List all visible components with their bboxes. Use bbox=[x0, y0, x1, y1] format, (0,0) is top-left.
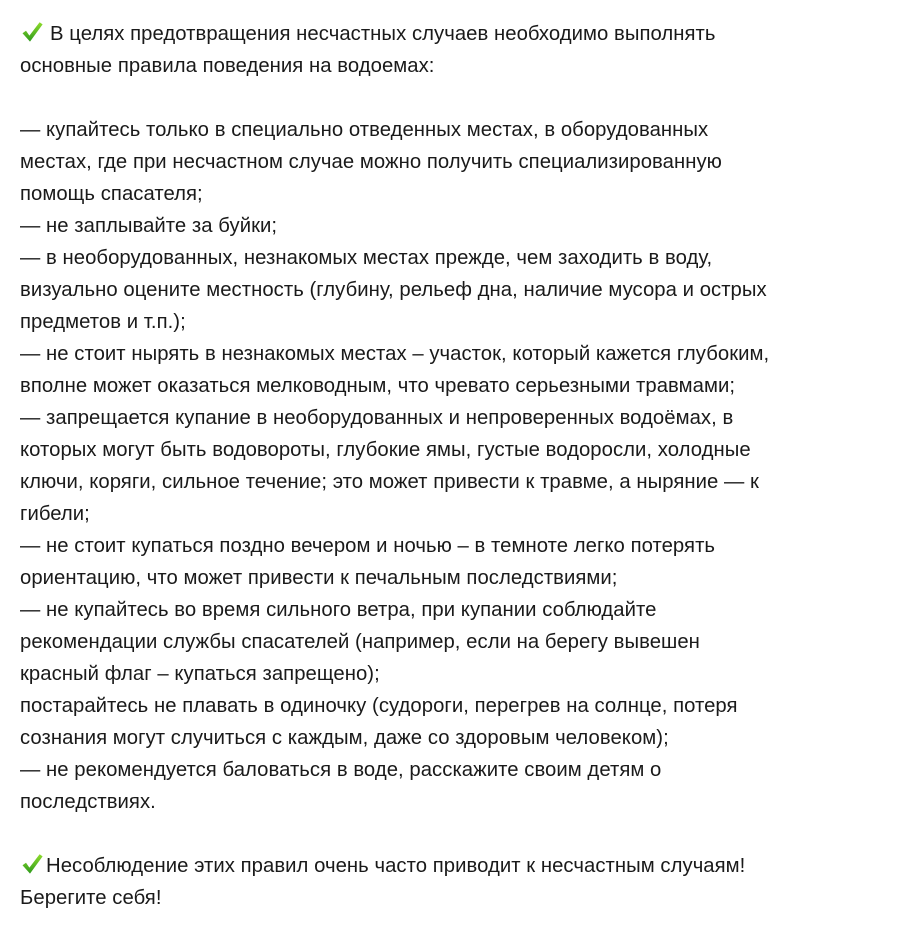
rule-line: визуально оцените местность (глубину, рельеф дна, наличие мусора и острых bbox=[20, 279, 767, 301]
outro-line bbox=[20, 850, 890, 882]
rule-line: местах, где при несчастном случае можно получить специализированную bbox=[20, 151, 722, 173]
outro-line-text: Несоблюдение этих правил очень часто приводит к несчастным случаям! bbox=[46, 855, 746, 877]
rule-line: вполне может оказаться мелководным, что чревато серьезными травмами; bbox=[20, 375, 736, 397]
rule-line: — запрещается купание в необорудованных и непроверенных водоёмах, в bbox=[20, 407, 734, 429]
check-mark-icon bbox=[20, 852, 44, 876]
rule-line: — не рекомендуется баловаться в воде, расскажите своим детям о bbox=[20, 759, 662, 781]
rule-line: красный флаг – купаться запрещено); bbox=[20, 663, 380, 685]
outro-line: Берегите себя! bbox=[20, 887, 162, 909]
check-mark-icon bbox=[20, 20, 44, 44]
rule-line: сознания могут случиться с каждым, даже со здоровым человеком); bbox=[20, 727, 669, 749]
outro-paragraph bbox=[20, 850, 890, 914]
rule-line: — не стоит нырять в незнакомых местах – участок, который кажется глубоким, bbox=[20, 343, 770, 365]
rule-line: гибели; bbox=[20, 503, 90, 525]
intro-line-text: В целях предотвращения несчастных случаев необходимо выполнять bbox=[50, 23, 716, 45]
intro-paragraph bbox=[20, 18, 890, 82]
rule-line: ключи, коряги, сильное течение; это может привести к травме, а ныряние — к bbox=[20, 471, 759, 493]
rule-line: ориентацию, что может привести к печальным последствиями; bbox=[20, 567, 618, 589]
rule-line: — не стоит купаться поздно вечером и ночью – в темноте легко потерять bbox=[20, 535, 716, 557]
spacer bbox=[20, 818, 890, 850]
rule-line: помощь спасателя; bbox=[20, 183, 203, 205]
post-text bbox=[20, 18, 890, 914]
rule-line: постарайтесь не плавать в одиночку (судороги, перегрев на солнце, потеря bbox=[20, 695, 738, 717]
intro-line bbox=[20, 18, 890, 50]
rules-list bbox=[20, 114, 890, 818]
rule-line: которых могут быть водовороты, глубокие ямы, густые водоросли, холодные bbox=[20, 439, 751, 461]
rule-line: рекомендации службы спасателей (например, если на берегу вывешен bbox=[20, 631, 700, 653]
spacer bbox=[20, 82, 890, 114]
rule-line: — купайтесь только в специально отведенных местах, в оборудованных bbox=[20, 119, 709, 141]
rule-line: — не купайтесь во время сильного ветра, при купании соблюдайте bbox=[20, 599, 657, 621]
intro-line: основные правила поведения на водоемах: bbox=[20, 55, 435, 77]
rule-line: — в необорудованных, незнакомых местах прежде, чем заходить в воду, bbox=[20, 247, 713, 269]
rule-line: — не заплывайте за буйки; bbox=[20, 215, 278, 237]
rule-line: предметов и т.п.); bbox=[20, 311, 186, 333]
rule-line: последствиях. bbox=[20, 791, 156, 813]
